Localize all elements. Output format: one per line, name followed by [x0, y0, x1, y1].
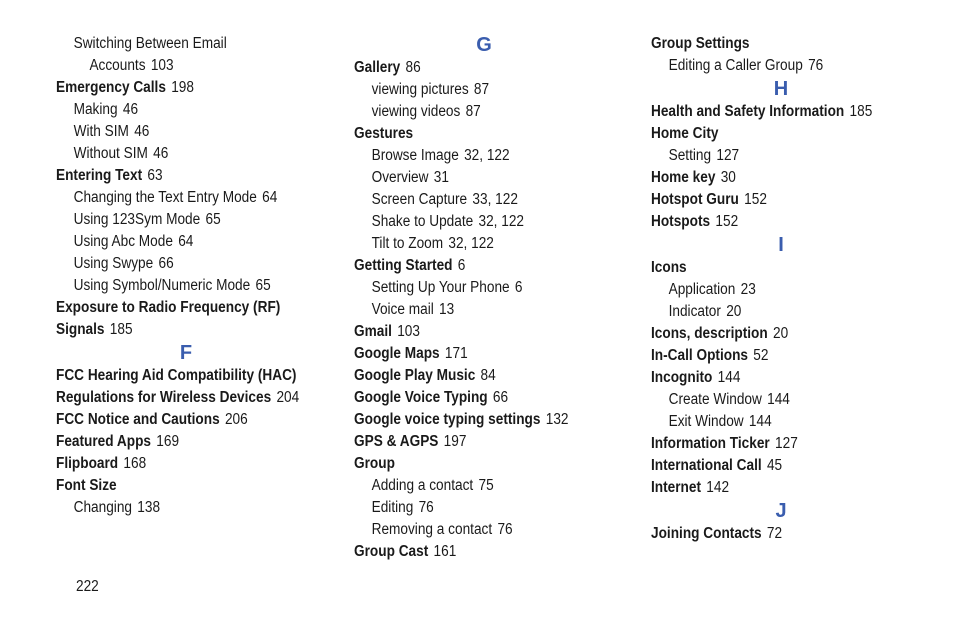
index-term: Google voice typing settings [354, 411, 541, 428]
index-term: Group Settings [651, 35, 750, 52]
index-term: Group Cast [354, 543, 429, 560]
page-reference: 32, 122 [448, 235, 494, 252]
index-subentry [56, 33, 311, 55]
index-term: Hotspot Guru [651, 191, 739, 208]
index-term: Using Swype [73, 255, 154, 272]
index-term: Accounts [89, 57, 146, 74]
page-reference: 31 [433, 169, 449, 186]
index-term: Home City [651, 125, 719, 142]
index-term: Screen Capture [371, 191, 468, 208]
page-reference: 185 [849, 103, 873, 120]
page-reference: 33, 122 [472, 191, 518, 208]
index-term: Switching Between Email [73, 35, 227, 52]
index-term: viewing pictures [371, 81, 469, 98]
page-reference: 76 [418, 499, 434, 516]
index-term: Emergency Calls [56, 79, 166, 96]
page-reference: 6 [457, 257, 466, 274]
index-term: Incognito [651, 369, 713, 386]
index-term: Removing a contact [371, 521, 493, 538]
index-term: Gallery [354, 59, 401, 76]
index-subentry [651, 301, 906, 323]
index-term: GPS & AGPS [354, 433, 439, 450]
index-subentry [56, 497, 311, 519]
index-entry [651, 433, 906, 455]
index-entry [354, 255, 609, 277]
index-term: Tilt to Zoom [371, 235, 444, 252]
index-subentry [651, 55, 906, 77]
index-term: Changing the Text Entry Mode [73, 189, 257, 206]
index-entry [354, 541, 609, 563]
index-entry [651, 167, 906, 189]
index-entry [651, 345, 906, 367]
index-term: Font Size [56, 477, 117, 494]
index-term: Setting Up Your Phone [371, 279, 510, 296]
page-reference: 152 [744, 191, 767, 208]
index-term: Joining Contacts [651, 525, 762, 542]
index-entry [651, 189, 906, 211]
page-reference: 20 [726, 303, 742, 320]
index-subentry [354, 233, 609, 255]
index-term: With SIM [73, 123, 129, 140]
page-reference: 144 [767, 391, 790, 408]
index-term: Using 123Sym Mode [73, 211, 201, 228]
index-entry [56, 409, 311, 431]
section-letter: F [179, 342, 193, 364]
index-term: Shake to Update [371, 213, 474, 230]
page-reference: 138 [137, 499, 161, 516]
index-entry [651, 455, 906, 477]
index-subentry [56, 275, 311, 297]
index-term: FCC Notice and Cautions [56, 411, 220, 428]
page-reference: 171 [444, 345, 468, 362]
index-entry [651, 101, 906, 123]
index-term: FCC Hearing Aid Compatibility (HAC) [56, 367, 297, 384]
index-subentry [56, 121, 311, 143]
index-entry [354, 409, 609, 431]
index-subentry [651, 389, 906, 411]
index-term: Making [73, 101, 118, 118]
index-column-3 [651, 33, 941, 545]
index-entry [354, 365, 609, 387]
page-reference: 45 [766, 457, 783, 474]
section-letter: J [775, 500, 787, 522]
index-term: Getting Started [354, 257, 453, 274]
index-entry [354, 343, 609, 365]
page-reference: 169 [156, 433, 180, 450]
index-term: In-Call Options [651, 347, 748, 364]
page-reference: 198 [171, 79, 194, 96]
index-term: Exit Window [668, 413, 744, 430]
page-reference: 87 [473, 81, 490, 98]
page-reference: 52 [753, 347, 769, 364]
index-column-2 [354, 33, 644, 563]
index-subentry [354, 277, 609, 299]
index-term: Gestures [354, 125, 414, 142]
index-subentry [354, 497, 609, 519]
index-entry [56, 365, 311, 387]
page-reference: 46 [134, 123, 150, 140]
page-reference: 20 [773, 325, 789, 342]
index-term: Icons [651, 259, 687, 276]
index-subentry [651, 279, 906, 301]
index-term: Editing [371, 499, 414, 516]
page-reference: 197 [443, 433, 467, 450]
index-subentry [354, 145, 609, 167]
page-reference: 142 [706, 479, 730, 496]
index-term: Indicator [668, 303, 721, 320]
index-entry [56, 475, 311, 497]
index-term: Featured Apps [56, 433, 151, 450]
index-subentry [56, 253, 311, 275]
index-subentry [354, 189, 609, 211]
section-letter: I [778, 234, 784, 256]
page-reference: 132 [545, 411, 569, 428]
index-term: Using Symbol/Numeric Mode [73, 277, 251, 294]
page-reference: 32, 122 [464, 147, 510, 164]
index-entry [56, 77, 311, 99]
index-term: Setting [668, 147, 712, 164]
index-subentry [56, 187, 311, 209]
index-term: Overview [371, 169, 429, 186]
page-reference: 103 [397, 323, 420, 340]
page-reference: 206 [224, 411, 248, 428]
index-entry [354, 123, 609, 145]
index-subentry [56, 99, 311, 121]
page-reference: 87 [465, 103, 481, 120]
page-reference: 204 [276, 389, 300, 406]
page-reference: 23 [740, 281, 756, 298]
page-reference: 144 [717, 369, 741, 386]
index-subentry [354, 167, 609, 189]
index-term: Changing [73, 499, 132, 516]
index-term: Entering Text [56, 167, 143, 184]
index-term: Google Maps [354, 345, 440, 362]
page-reference: 161 [433, 543, 457, 560]
index-entry [354, 57, 609, 79]
page-reference: 6 [514, 279, 523, 296]
index-term: Browse Image [371, 147, 459, 164]
index-subentry [56, 209, 311, 231]
index-term: Group [354, 455, 395, 472]
page-reference: 63 [147, 167, 163, 184]
section-letter: G [476, 34, 492, 56]
index-entry [651, 323, 906, 345]
page-reference: 46 [122, 101, 139, 118]
index-term: Editing a Caller Group [668, 57, 803, 74]
page-reference: 76 [808, 57, 824, 74]
page-reference: 144 [748, 413, 772, 430]
index-subentry [354, 211, 609, 233]
page-reference: 32, 122 [478, 213, 525, 230]
index-term: Regulations for Wireless Devices [56, 389, 272, 406]
page-reference: 46 [153, 145, 169, 162]
page-reference: 76 [497, 521, 513, 538]
page-reference: 185 [109, 321, 133, 338]
index-term: Hotspots [651, 213, 711, 230]
index-entry [651, 523, 906, 545]
index-term: Gmail [354, 323, 392, 340]
index-term: Adding a contact [371, 477, 474, 494]
index-term: Home key [651, 169, 716, 186]
page-reference: 72 [766, 525, 783, 542]
index-term: viewing videos [371, 103, 461, 120]
index-entry [354, 321, 609, 343]
page-number: 222 [76, 578, 99, 595]
index-subentry [651, 145, 906, 167]
section-letter: H [773, 78, 789, 100]
index-term: Icons, description [651, 325, 768, 342]
index-subentry [354, 475, 609, 497]
page-reference: 64 [262, 189, 278, 206]
index-subentry [56, 55, 311, 77]
index-term: Health and Safety Information [651, 103, 845, 120]
index-subentry [354, 299, 609, 321]
page-reference: 65 [255, 277, 271, 294]
page-reference: 103 [150, 57, 174, 74]
index-entry [651, 211, 906, 233]
page-reference: 152 [715, 213, 739, 230]
index-entry [651, 367, 906, 389]
index-term: Signals [56, 321, 105, 338]
index-term: Using Abc Mode [73, 233, 173, 250]
index-term: Without SIM [73, 145, 148, 162]
index-entry [651, 123, 906, 145]
index-subentry [56, 231, 311, 253]
index-entry [354, 453, 609, 475]
index-entry [56, 387, 311, 409]
index-term: Google Voice Typing [354, 389, 488, 406]
index-subentry [354, 101, 609, 123]
index-term: Create Window [668, 391, 762, 408]
index-term: Exposure to Radio Frequency (RF) [56, 299, 281, 316]
index-entry [651, 33, 906, 55]
index-entry [56, 297, 311, 319]
index-term: Internet [651, 479, 702, 496]
index-entry [651, 257, 906, 279]
page-reference: 65 [205, 211, 221, 228]
index-entry [56, 453, 311, 475]
index-entry [354, 387, 609, 409]
page-reference: 13 [439, 301, 455, 318]
index-column-1 [56, 33, 346, 519]
page-reference: 127 [775, 435, 798, 452]
page-reference: 75 [478, 477, 494, 494]
index-term: Flipboard [56, 455, 119, 472]
index-term: Information Ticker [651, 435, 770, 452]
index-subentry [354, 79, 609, 101]
page-reference: 168 [123, 455, 147, 472]
page-reference: 30 [720, 169, 736, 186]
index-entry [56, 431, 311, 453]
page-reference: 127 [716, 147, 740, 164]
index-subentry [354, 519, 609, 541]
index-term: International Call [651, 457, 762, 474]
index-entry [56, 319, 311, 341]
page-reference: 84 [480, 367, 496, 384]
page-reference: 66 [158, 255, 174, 272]
index-term: Google Play Music [354, 367, 476, 384]
index-subentry [56, 143, 311, 165]
page-reference: 86 [405, 59, 421, 76]
index-entry [354, 431, 609, 453]
page-reference: 64 [178, 233, 194, 250]
index-term: Voice mail [371, 301, 434, 318]
index-entry [651, 477, 906, 499]
index-subentry [651, 411, 906, 433]
index-term: Application [668, 281, 736, 298]
index-entry [56, 165, 311, 187]
page-reference: 66 [492, 389, 509, 406]
